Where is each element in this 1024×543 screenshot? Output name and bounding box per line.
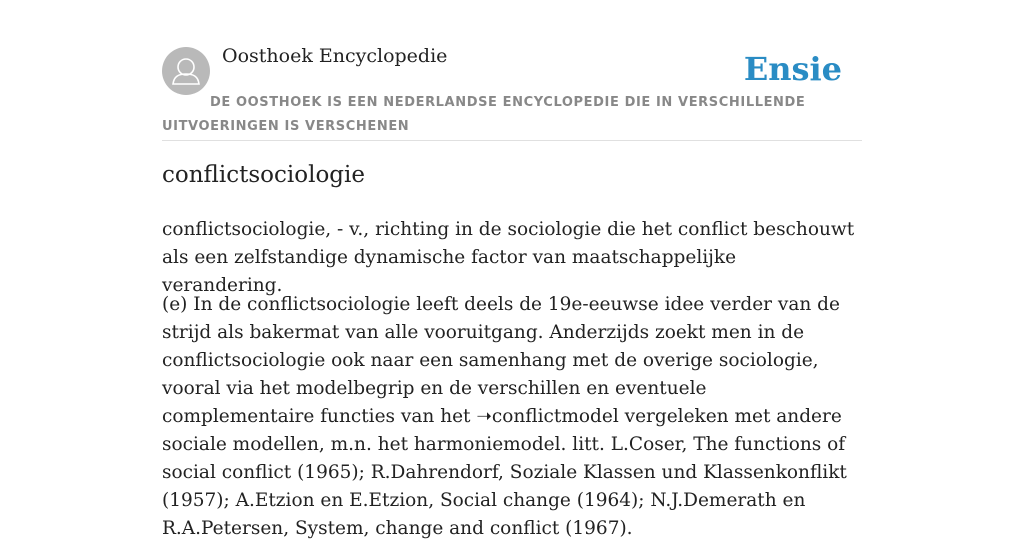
- brand-logo-link[interactable]: Ensie: [743, 50, 842, 88]
- user-avatar-icon[interactable]: [162, 47, 210, 95]
- conflictmodel-link[interactable]: ➝conflictmodel: [476, 406, 619, 427]
- site-name-link[interactable]: Oosthoek Encyclopedie: [222, 45, 448, 67]
- site-tagline: DE OOSTHOEK IS EEN NEDERLANDSE ENCYCLOPEDIE DIE IN VERSCHILLENDE UITVOERINGEN IS VERSCHENEN: [162, 95, 806, 134]
- site-header: [162, 0, 862, 141]
- article-title: conflictsociologie: [162, 162, 365, 188]
- paragraph-2-text-after: vergeleken met andere sociale modellen, m.n. het harmoniemodel. litt. L.Coser, The functions of social conflict (1965); R.Dahrendorf, Soziale Klassen und Klassenkonflikt (1957); A.Etzion en E.Etzion, Social change (1964); N.J.Demerath en R.A.Petersen, System, change and conflict (1967).: [162, 406, 847, 539]
- page: [162, 0, 862, 539]
- article-paragraph-2: [162, 291, 862, 543]
- user-silhouette-icon: [162, 47, 210, 95]
- article-paragraph-1: conflictsociologie, - v., richting in de sociologie die het conflict beschouwt als een zelfstandige dynamische factor van maatschappelijke verandering.: [162, 219, 855, 296]
- paragraph-2-text-before: (e) In de conflictsociologie leeft deels de 19e-eeuwse idee verder van de strijd als bakermat van alle vooruitgang. Anderzijds zoekt men in de conflictsociologie ook naar een samenhang met de overige sociologie, vooral via het modelbegrip en de verschillen en eventuele complementaire functies van het: [162, 294, 840, 427]
